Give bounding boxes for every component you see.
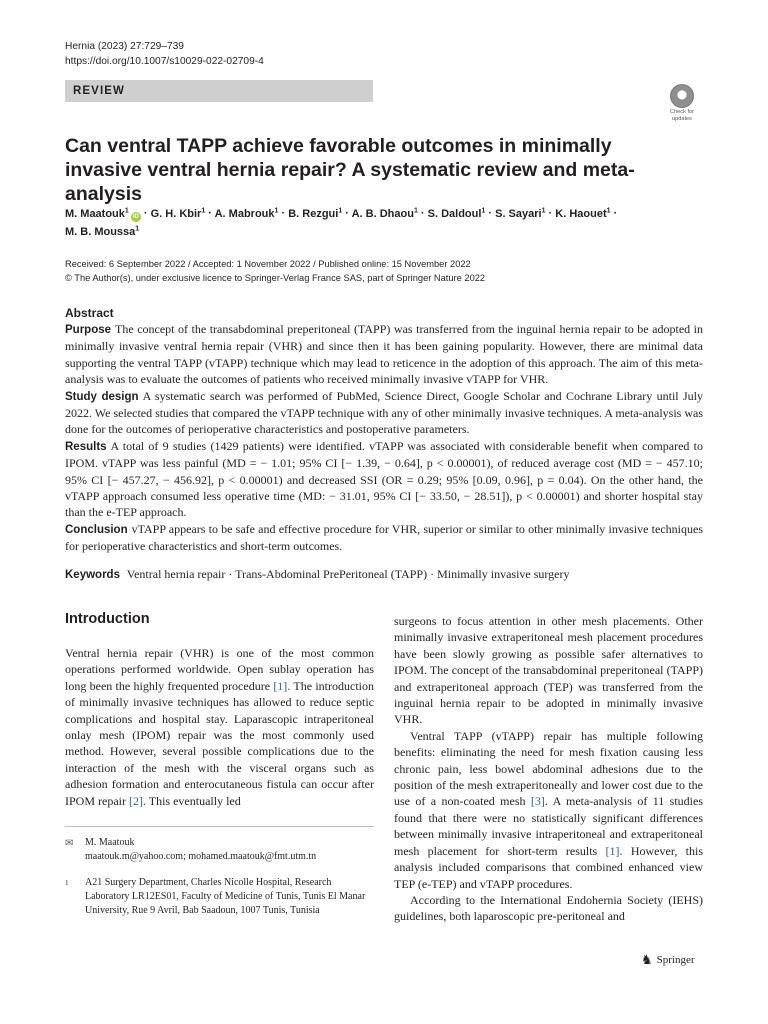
author-affiliation-mark: 1 (606, 207, 611, 214)
citation-link[interactable]: [2] (128, 793, 143, 808)
author-affiliation-mark: 1 (413, 207, 418, 214)
body-text: surgeons to focus attention in other mesh placements. Other minimally invasive extraperitoneal mesh placement procedures have been slowly growing as possible safer alternatives to IPOM. The concept of the transabdominal preperitoneal (TAPP) and extraperitoneal approach (TEP) was transferred from the inguinal hernia repair to be adopted in minimally invasive VHR. (394, 614, 703, 727)
author: S. Daldoul$^1$ (427, 207, 486, 220)
author: M. B. Moussa$^1$ (65, 225, 140, 239)
author: A. Mabrouk$^1$ (214, 207, 279, 220)
check-for-updates-label: Check for updates (670, 109, 694, 122)
abstract-heading: Abstract (65, 306, 114, 320)
citation-link[interactable]: [1] (273, 678, 288, 693)
correspondence-emails[interactable]: maatouk.m@yahoo.com; mohamed.maatouk@fmt.utm.tn (85, 851, 317, 862)
abstract-label: Purpose (65, 324, 112, 336)
author-separator: · (417, 207, 428, 220)
keywords-label: Keywords (65, 569, 120, 581)
author-separator: · (545, 207, 556, 220)
author: M. Maatouk$^1$iD (65, 207, 139, 220)
abstract-text: A total of 9 studies (1429 patients) were identified. vTAPP was associated with considerable benefit when compared to IPOM. vTAPP was less painful (MD = − 1.01; 95% CI [− 1.39, − 0.64], p < 0.00001), of reduced average cost (MD = − 457.10; 95% CI [− 457.27, − 456.92], p < 0.00001) and decreased SSI (OR = 0.29; 95% [0.09, 0.96], p = 0.04). On the other hand, the vTAPP approach consumed less operative time (MD: − 31.01, 95% CI [− 33.50, − 28.51]), p < 0.00001) and shorter hospital stay than the e-TEP approach. (65, 438, 703, 520)
author: B. Rezgui$^1$ (288, 207, 343, 220)
abstract-label: Study design (65, 390, 139, 403)
author-affiliation-mark: 1 (124, 207, 129, 214)
abstract-label: Conclusion (65, 523, 128, 536)
check-for-updates-badge[interactable] (662, 84, 702, 124)
author-list (65, 203, 665, 240)
correspondence-note (65, 836, 374, 864)
body-text: . A meta-analysis of 11 studies found that there were no statistically significant differences between minimally invasive intraperitoneal and extraperitoneal mesh placement for short-term results (394, 794, 703, 858)
body-text: Ventral TAPP (vTAPP) repair has multiple following benefits: eliminating the need for mesh fixation causing less chronic pain, less bowel abdominal adhesions due to the position of the mesh extraperitoneally and lower cost due to the use of a non-coated mesh (394, 728, 703, 809)
abstract-results (65, 438, 703, 521)
affiliation-note (65, 876, 374, 918)
orcid-icon[interactable]: iD (132, 213, 139, 220)
abstract-text: vTAPP appears to be safe and effective procedure for VHR, superior or similar to other minimally invasive techniques for perioperative characteristics and short-term outcomes. (65, 521, 703, 554)
affiliation-number: 1 (65, 879, 69, 887)
body-text: According to the International Endohernia Society (IEHS) guidelines, both laparoscopic pre-peritoneal and (394, 892, 703, 924)
right-column-text (394, 613, 703, 925)
author-separator: · (342, 207, 352, 220)
body-text: Ventral hernia repair (VHR) is one of the most common operations performed worldwide. Open sublay operation has long been the highly frequented procedure (65, 646, 374, 693)
author-separator: · (140, 207, 151, 220)
footnote-divider (65, 826, 374, 827)
author-affiliation-mark: 1 (135, 225, 140, 233)
abstract-purpose (65, 321, 703, 388)
springer-horse-icon: ♞ (641, 952, 653, 967)
author-affiliation-mark: 1 (541, 207, 546, 214)
body-text: . The introduction of minimally invasive techniques has allowed to reduce septic complications and hospital stay. Laparascopic intraperitoneal onlay mesh (IPOM) repair was the most commonly used method. However, several possible complications due to the interaction of the mesh with the visceral organs such as adhesion formation and enterocutaneous fistula can occur after IPOM repair (65, 678, 374, 808)
correspondence-name: M. Maatouk (85, 837, 135, 848)
author: K. Haouet$^1$ (555, 207, 611, 220)
article-title: Can ventral TAPP achieve favorable outcomes in minimally invasive ventral hernia repair? A systematic review and meta-analysis (65, 135, 635, 205)
author: G. H. Kbir$^1$ (150, 207, 206, 220)
journal-citation (65, 39, 264, 69)
author-affiliation-mark: 1 (274, 207, 279, 214)
abstract-study-design (65, 388, 703, 438)
author-separator: · (485, 207, 496, 220)
article-type-banner: REVIEW (65, 80, 373, 102)
body-text: . However, this analysis included comparisons that combined enhanced view TEP (e-TEP) and vTAPP procedures. (394, 843, 703, 891)
author-affiliation-mark: 1 (201, 207, 206, 214)
body-text: . This eventually led (142, 793, 241, 808)
abstract-text: The concept of the transabdominal preperitoneal (TAPP) was transferred from the inguinal hernia repair to be adopted in minimally invasive ventral hernia repair (VHR) and since then it has been gaining popularity. However, there are minimal data supporting the ventral TAPP (vTAPP) technique which may lead to reticence in the adoption of this approach. The aim of this meta-analysis was to evaluate the outcomes of patients who received minimally invasive vTAPP for VHR. (65, 322, 703, 387)
abstract-body (65, 321, 703, 555)
publication-info (65, 257, 705, 285)
copyright-line: © The Author(s), under exclusive licence to Springer-Verlag France SAS, part of Springer Nature 2022 (65, 273, 486, 283)
section-heading-introduction: Introduction (65, 611, 150, 627)
abstract-text: A systematic search was performed of PubMed, Science Direct, Google Scholar and Cochrane Library until July 2022. We selected studies that compared the vTAPP technique with any of other minimally invasive techniques. A meta-analysis was done for the outcomes of perioperative characteristics and postoperative parameters. (65, 388, 703, 437)
body-paragraph (394, 613, 703, 728)
envelope-icon: ✉ (65, 838, 74, 849)
author: A. B. Dhaou$^1$ (351, 207, 418, 220)
abstract-label: Results (65, 440, 107, 453)
body-paragraph (394, 728, 703, 892)
author-separator: · (610, 207, 618, 220)
dates-line: Received: 6 September 2022 / Accepted: 1 November 2022 / Published online: 15 November 2022 (65, 259, 471, 269)
author: S. Sayari$^1$ (495, 207, 546, 220)
journal-line: Hernia (2023) 27:729–739 (65, 41, 184, 52)
author-affiliation-mark: 1 (481, 207, 486, 214)
keywords (65, 566, 705, 583)
left-column-text (65, 645, 374, 809)
body-paragraph (65, 645, 374, 809)
body-paragraph (394, 892, 703, 925)
publisher-name: Springer (656, 954, 695, 966)
keywords-text: Ventral hernia repair · Trans-Abdominal PrePeritoneal (TAPP) · Minimally invasive surgery (126, 567, 570, 581)
crossmark-icon (670, 84, 694, 108)
citation-link[interactable]: [3] (530, 794, 545, 809)
author-separator: · (205, 207, 215, 220)
affiliation-text: A21 Surgery Department, Charles Nicolle Hospital, Research Laboratory LR12ES01, Faculty of Medicine of Tunis, Tunis El Manar University, Rue 9 Avril, Bab Saadoun, 1007 Tunis, Tunisia (85, 877, 366, 916)
author-affiliation-mark: 1 (338, 207, 343, 214)
citation-link[interactable]: [1] (605, 843, 620, 858)
abstract-conclusion (65, 521, 703, 555)
doi-link[interactable]: https://doi.org/10.1007/s10029-022-02709-4 (65, 56, 264, 67)
author-separator: · (278, 207, 289, 220)
publisher-logo (641, 952, 695, 968)
